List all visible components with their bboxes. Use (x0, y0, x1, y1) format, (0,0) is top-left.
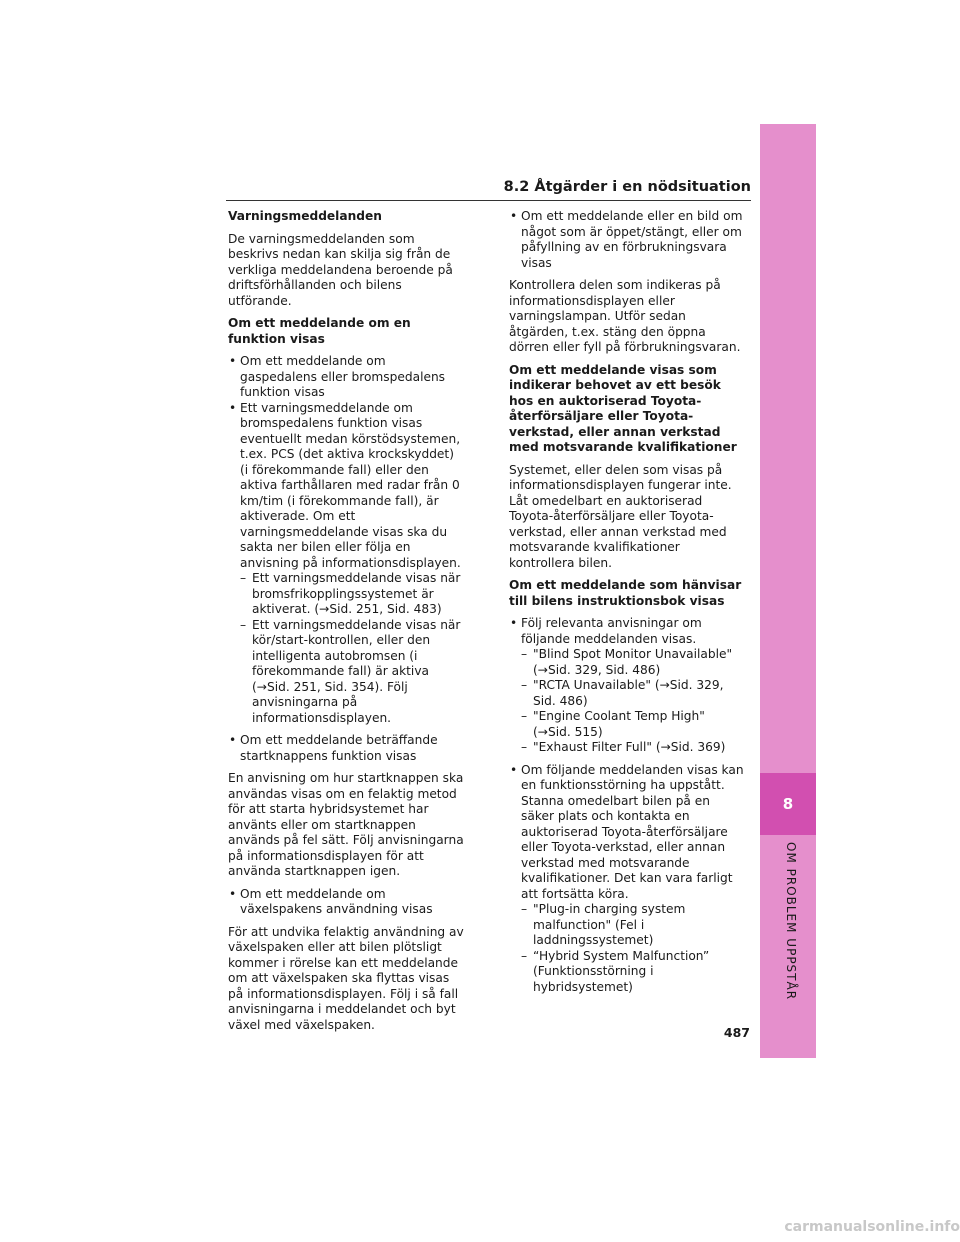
paragraph: Kontrollera delen som indikeras på informationsdisplayen eller varningslampan. Utför sedan åtgärden, t.ex. stäng den öppna dörren eller fyll på förbrukningsvaran. (509, 278, 741, 354)
list-item-text: Följ relevanta anvisningar om följande meddelanden visas. (521, 616, 702, 646)
sub-item: – Ett varningsmeddelande visas när bromsfrikopplingssystemet är aktiverat. (→Sid. 251, Sid. 483) (240, 571, 464, 618)
list-item (228, 887, 464, 918)
paragraph: En anvisning om hur startknappen ska användas visas om en felaktig metod för att starta hybridsystemet har använts eller om startknappen används på fel sätt. Följ anvisningarna på informationsdisplayen för att använda startknappen igen. (228, 771, 464, 878)
section-header: 8.2 Åtgärder i en nödsituation (226, 176, 751, 201)
bullet-list (228, 887, 464, 918)
list-item (509, 763, 745, 996)
sub-item: – “Hybrid System Malfunction” (Funktionsstörning i hybridsystemet) (521, 949, 745, 996)
list-item-text: Om ett meddelande beträffande startknappens funktion visas (240, 733, 438, 763)
right-column (509, 209, 745, 1002)
left-column (228, 209, 464, 1040)
heading-service-message: Om ett meddelande visas som indikerar behovet av ett besök hos en auktoriserad Toyota-återförsäljare eller Toyota-verkstad, eller annan verkstad med motsvarande kvalifikationer (509, 362, 737, 454)
sub-item: – "Blind Spot Monitor Unavailable" (→Sid. 329, Sid. 486) (521, 647, 745, 678)
list-item (509, 616, 745, 756)
list-item (228, 401, 464, 727)
sub-item: – "Exhaust Filter Full" (→Sid. 369) (521, 740, 745, 756)
watermark: carmanualsonline.info (784, 1219, 960, 1235)
bullet-list (228, 733, 464, 764)
sub-item: – "Engine Coolant Temp High" (→Sid. 515) (521, 709, 745, 740)
sub-item: – Ett varningsmeddelande visas när kör/start-kontrollen, eller den intelligenta autobromsen (i förekommande fall) är aktiva (→Sid. 251, Sid. 354). Följ anvisningarna på informationsdisplayen. (240, 618, 464, 727)
chapter-title: OM PROBLEM UPPSTÅR (784, 842, 798, 1001)
paragraph: De varningsmeddelanden som beskrivs nedan kan skilja sig från de verkliga meddelandena beroende på driftsförhållanden och bilens utförande. (228, 231, 453, 308)
sub-item: – "Plug-in charging system malfunction" (Fel i laddningssystemet) (521, 902, 745, 949)
list-item (228, 354, 464, 401)
list-item-text: Om ett meddelande eller en bild om något som är öppet/stängt, eller om påfyllning av en förbrukningsvara visas (521, 209, 743, 270)
list-item-text: Om ett meddelande om gaspedalens eller bromspedalens funktion visas (240, 354, 446, 399)
page-number: 487 (723, 1025, 750, 1040)
heading-warning-messages: Varningsmeddelanden (228, 209, 382, 223)
list-item-text: Om ett meddelande om växelspakens användning visas (240, 886, 433, 916)
bullet-list (509, 209, 745, 271)
bullet-list (509, 763, 745, 996)
bullet-list (228, 354, 464, 726)
bullet-list (509, 616, 745, 756)
chapter-number: 8 (760, 773, 816, 835)
paragraph: För att undvika felaktig användning av växelspaken eller att bilen plötsligt kommer i rörelse kan ett meddelande om att växelspaken ska flyttas visas på informationsdisplayen. Följ i så fall anvisningarna i meddelandet och byt växel med växelspaken. (228, 924, 464, 1032)
heading-function-message: Om ett meddelande om en funktion visas (228, 316, 411, 346)
list-item-text: Ett varningsmeddelande om bromspedalens funktion visas eventuellt medan körstödsystemen, t.ex. PCS (det aktiva krockskyddet) (i förekommande fall) eller den aktiva farthållaren med radar från 0 km/tim (i förekommande fall), är aktiverade. Om ett varningsmeddelande visas ska du sakta ner bilen eller följa en anvisning på informationsdisplayen. (240, 400, 461, 570)
list-item (509, 209, 745, 271)
list-item (228, 733, 464, 764)
paragraph: Systemet, eller delen som visas på informationsdisplayen fungerar inte. Låt omedelbart en auktoriserad Toyota-återförsäljare eller Toyota-verkstad, eller annan verkstad med motsvarande kvalifikationer kontrollera bilen. (509, 462, 732, 570)
heading-manual-message: Om ett meddelande som hänvisar till bilens instruktionsbok visas (509, 578, 742, 608)
sub-item: – "RCTA Unavailable" (→Sid. 329, Sid. 486) (521, 678, 745, 709)
list-item-text: Om följande meddelanden visas kan en funktionsstörning ha uppstått. Stanna omedelbart bilen på en säker plats och kontakta en auktoriserad Toyota-återförsäljare eller Toyota-verkstad, eller annan verkstad med motsvarande kvalifikationer. Det kan vara farligt att fortsätta köra. (521, 762, 744, 901)
